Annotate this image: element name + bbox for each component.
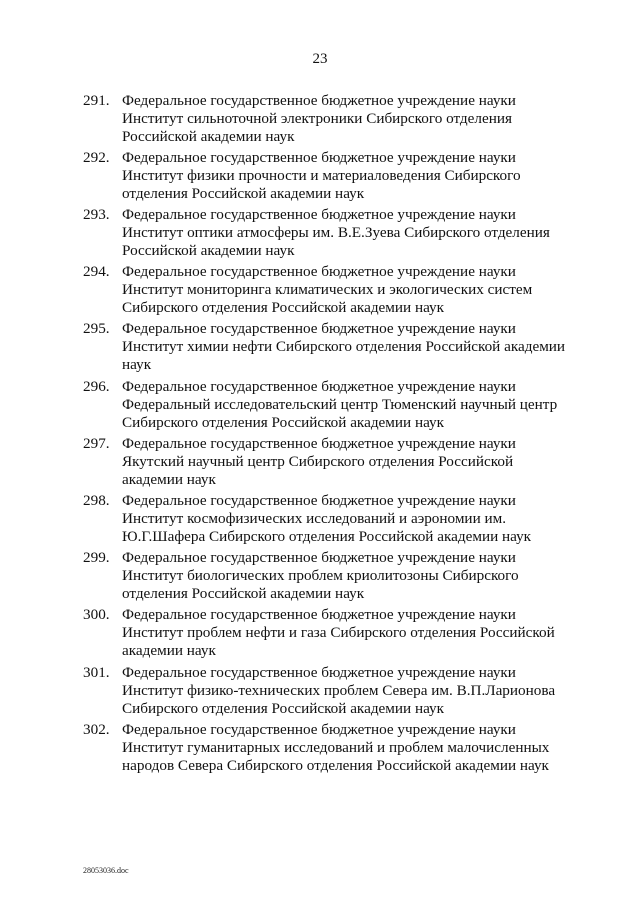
entry-line: Федеральное государственное бюджетное учреждение науки bbox=[122, 378, 516, 395]
entry-line: Федеральное государственное бюджетное учреждение науки bbox=[122, 320, 516, 337]
entry-line: Институт космофизических исследований и аэрономии им. bbox=[122, 510, 507, 527]
entry-text bbox=[122, 206, 584, 260]
entry-line: Федеральное государственное бюджетное учреждение науки bbox=[122, 492, 516, 509]
entry-number: 294. bbox=[83, 263, 110, 280]
page-number: 23 bbox=[312, 51, 328, 67]
entry-line: Институт химии нефти Сибирского отделения Российской академии bbox=[122, 338, 566, 355]
entry-line: академии наук bbox=[122, 471, 216, 488]
entry-line: Сибирского отделения Российской академии наук bbox=[122, 414, 445, 431]
entry-line: отделения Российской академии наук bbox=[122, 585, 365, 602]
entry-line: Федеральное государственное бюджетное учреждение науки bbox=[122, 206, 516, 223]
entry-number: 299. bbox=[83, 549, 110, 566]
entry-number: 293. bbox=[83, 206, 110, 223]
entry-line: Сибирского отделения Российской академии наук bbox=[122, 299, 445, 316]
entry-line: Федеральное государственное бюджетное учреждение науки bbox=[122, 149, 516, 166]
entry-number: 301. bbox=[83, 664, 110, 681]
entry-text bbox=[122, 664, 584, 718]
entry-line: Институт физико-технических проблем Севера им. В.П.Ларионова bbox=[122, 682, 556, 699]
entry-number: 302. bbox=[83, 721, 110, 738]
entry-line: Федеральное государственное бюджетное учреждение науки bbox=[122, 606, 516, 623]
entry-line: Сибирского отделения Российской академии наук bbox=[122, 700, 445, 717]
entry-line: Российской академии наук bbox=[122, 242, 295, 259]
entry-line: отделения Российской академии наук bbox=[122, 185, 365, 202]
entry-line: Институт физики прочности и материаловедения Сибирского bbox=[122, 167, 521, 184]
entry-number: 295. bbox=[83, 320, 110, 337]
entry-line: Институт сильноточной электроники Сибирского отделения bbox=[122, 110, 512, 127]
entry-text bbox=[122, 149, 584, 203]
entry-line: Институт гуманитарных исследований и проблем малочисленных bbox=[122, 739, 550, 756]
entry-line: Институт биологических проблем криолитозоны Сибирского bbox=[122, 567, 519, 584]
entry-number: 298. bbox=[83, 492, 110, 509]
entry-text bbox=[122, 721, 584, 775]
entry-text bbox=[122, 549, 584, 603]
entry-line: наук bbox=[122, 356, 152, 373]
entry-line: Федеральное государственное бюджетное учреждение науки bbox=[122, 721, 516, 738]
entry-line: Якутский научный центр Сибирского отделения Российской bbox=[122, 453, 514, 470]
entry-number: 300. bbox=[83, 606, 110, 623]
entry-text bbox=[122, 263, 584, 317]
entry-text bbox=[122, 492, 584, 546]
entry-line: Институт мониторинга климатических и экологических систем bbox=[122, 281, 533, 298]
document-filename: 28053036.doc bbox=[83, 866, 129, 875]
entry-line: Федеральное государственное бюджетное учреждение науки bbox=[122, 435, 516, 452]
entry-line: Ю.Г.Шафера Сибирского отделения Российской академии наук bbox=[122, 528, 532, 545]
entry-text bbox=[122, 606, 584, 660]
entry-text bbox=[122, 320, 584, 374]
entry-line: Федеральное государственное бюджетное учреждение науки bbox=[122, 549, 516, 566]
entry-line: Российской академии наук bbox=[122, 128, 295, 145]
entry-text bbox=[122, 378, 584, 432]
entry-line: Институт проблем нефти и газа Сибирского отделения Российской bbox=[122, 624, 555, 641]
entry-number: 296. bbox=[83, 378, 110, 395]
entry-line: Институт оптики атмосферы им. В.Е.Зуева Сибирского отделения bbox=[122, 224, 550, 241]
entry-line: Федеральный исследовательский центр Тюменский научный центр bbox=[122, 396, 558, 413]
entry-number: 292. bbox=[83, 149, 110, 166]
entry-line: Федеральное государственное бюджетное учреждение науки bbox=[122, 92, 516, 109]
entry-line: Федеральное государственное бюджетное учреждение науки bbox=[122, 263, 516, 280]
entry-number: 297. bbox=[83, 435, 110, 452]
entry-text bbox=[122, 435, 584, 489]
entry-line: Федеральное государственное бюджетное учреждение науки bbox=[122, 664, 516, 681]
entry-text bbox=[122, 92, 584, 146]
entry-number: 291. bbox=[83, 92, 110, 109]
entry-line: народов Севера Сибирского отделения Российской академии наук bbox=[122, 757, 549, 774]
entry-line: академии наук bbox=[122, 642, 216, 659]
